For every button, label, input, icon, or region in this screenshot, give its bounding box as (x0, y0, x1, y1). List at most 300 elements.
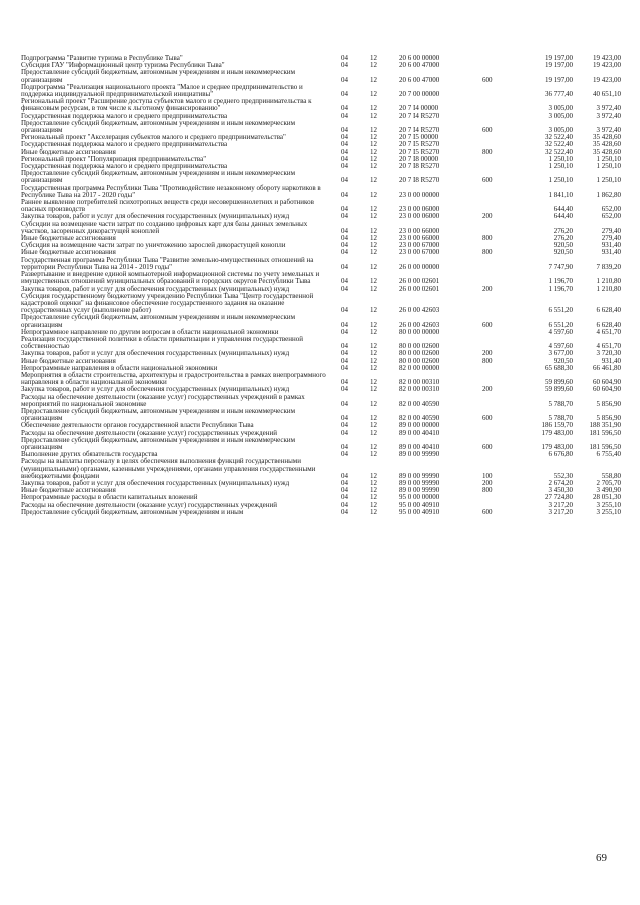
amount-year-2: 3 490,90 (596, 486, 621, 495)
expense-type-code: 600 (482, 442, 493, 451)
amount-year-2: 652,00 (601, 205, 621, 214)
subsection-code: 12 (370, 162, 377, 171)
table-row (21, 458, 621, 480)
expense-type-code: 800 (482, 248, 493, 257)
table-row (21, 185, 621, 199)
amount-year-2: 181 596,50 (589, 428, 621, 437)
expense-name: Развертывание и внедрение единой компьютерной информационной системы по учету земельных и имущественных отношений муниципальных образований и городских округов Республики Тыва (21, 270, 320, 286)
amount-year-2: 6 628,40 (596, 306, 621, 315)
amount-year-2: 652,00 (601, 212, 621, 221)
amount-year-1: 59 899,60 (545, 378, 573, 387)
amount-year-1: 644,40 (553, 212, 573, 221)
section-code: 04 (341, 493, 348, 502)
section-code: 04 (341, 414, 348, 423)
table-row (21, 394, 621, 408)
section-code: 04 (341, 306, 348, 315)
target-article-code: 26 0 00 02601 (399, 284, 440, 293)
section-code: 04 (341, 450, 348, 459)
amount-year-2: 1 250,10 (596, 154, 621, 163)
amount-year-1: 36 777,40 (545, 90, 573, 99)
amount-year-1: 3 217,20 (548, 500, 573, 509)
amount-year-1: 32 522,40 (545, 147, 573, 156)
amount-year-2: 4 651,70 (596, 342, 621, 351)
section-code: 04 (341, 327, 348, 336)
amount-year-1: 32 522,40 (545, 133, 573, 142)
expense-name: Предоставление субсидий бюджетным, автономным учреждениям и иным некоммерческим организациям (21, 313, 296, 329)
expense-name: Подпрограмма "Реализация национального проекта "Малое и среднее предпринимательство и поддержка индивидуальной предпринимательской инициативы" (21, 82, 303, 99)
amount-year-1: 59 899,60 (545, 385, 573, 394)
target-article-code: 23 0 00 06000 (399, 205, 440, 214)
section-code: 04 (341, 90, 348, 99)
amount-year-2: 3 972,40 (596, 111, 621, 120)
expense-name: Предоставление субсидий бюджетным, автономным учреждениям и иным некоммерческим организациям (21, 68, 296, 84)
amount-year-1: 3 217,20 (548, 507, 573, 516)
expense-type-code: 800 (482, 234, 493, 243)
section-code: 04 (341, 262, 348, 271)
amount-year-2: 6 628,40 (596, 320, 621, 329)
section-code: 04 (341, 471, 348, 480)
amount-year-1: 2 674,20 (548, 478, 573, 487)
expense-name: Государственная поддержка малого и среднего предпринимательства (21, 111, 228, 120)
section-code: 04 (341, 478, 348, 487)
subsection-code: 12 (370, 61, 377, 70)
section-code: 04 (341, 75, 348, 84)
target-article-code: 89 0 00 40410 (399, 442, 440, 451)
expense-type-code: 100 (482, 471, 493, 480)
target-article-code: 89 0 00 00000 (399, 421, 440, 430)
table-row (21, 437, 621, 451)
amount-year-1: 19 197,00 (545, 75, 573, 84)
expense-name: Расходы на обеспечение деятельности (оказание услуг) государственных учреждений (21, 500, 277, 509)
target-article-code: 20 7 I5 R5270 (399, 140, 440, 149)
amount-year-1: 920,50 (553, 241, 573, 250)
subsection-code: 12 (370, 147, 377, 156)
amount-year-2: 931,40 (601, 356, 621, 365)
target-article-code: 82 0 00 00310 (399, 385, 440, 394)
target-article-code: 80 0 00 02600 (399, 356, 440, 365)
subsection-code: 12 (370, 241, 377, 250)
expense-name: Субсидии на возмещение части затрат по созданию цифровых карт для базы данных земельных участков, засоренных дикорастущей коноплей (21, 219, 308, 235)
subsection-code: 12 (370, 111, 377, 120)
amount-year-2: 558,80 (601, 471, 621, 480)
expense-name: Подпрограмма "Развитие туризма в Республике Тыва" (21, 54, 183, 62)
expense-name: Закупка товаров, работ и услуг для обеспечения государственных (муниципальных) нужд (21, 349, 290, 358)
amount-year-1: 3 005,00 (548, 104, 573, 113)
amount-year-2: 5 856,90 (596, 399, 621, 408)
amount-year-2: 3 720,30 (596, 349, 621, 358)
section-code: 04 (341, 234, 348, 243)
subsection-code: 12 (370, 126, 377, 135)
amount-year-2: 35 428,60 (593, 133, 621, 142)
amount-year-1: 19 197,00 (545, 61, 573, 70)
table-row (21, 271, 621, 285)
section-code: 04 (341, 421, 348, 430)
subsection-code: 12 (370, 212, 377, 221)
subsection-code: 12 (370, 176, 377, 185)
section-code: 04 (341, 176, 348, 185)
target-article-code: 82 0 00 00000 (399, 363, 440, 372)
expense-name: Субсидия на возмещение части затрат по уничтожению зарослей дикорастущей конопли (21, 241, 286, 250)
amount-year-1: 644,40 (553, 205, 573, 214)
expense-type-code: 200 (482, 349, 493, 358)
target-article-code: 89 0 00 99990 (399, 450, 440, 459)
target-article-code: 95 0 00 40910 (399, 507, 440, 516)
target-article-code: 20 7 00 00000 (399, 90, 440, 99)
amount-year-1: 1 196,70 (548, 277, 573, 286)
amount-year-2: 3 255,10 (596, 500, 621, 509)
table-row (21, 509, 621, 516)
amount-year-1: 920,50 (553, 248, 573, 257)
target-article-code: 80 0 00 02600 (399, 349, 440, 358)
subsection-code: 12 (370, 399, 377, 408)
target-article-code: 20 7 I5 00000 (399, 133, 439, 142)
amount-year-1: 3 005,00 (548, 111, 573, 120)
amount-year-1: 920,50 (553, 356, 573, 365)
target-article-code: 95 0 00 40910 (399, 500, 440, 509)
expense-name: Раннее выявление потребителей психотропных веществ среди несовершеннолетних и работников опасных производств (21, 198, 314, 214)
subsection-code: 12 (370, 277, 377, 286)
amount-year-1: 6 676,80 (548, 450, 573, 459)
subsection-code: 12 (370, 486, 377, 495)
expense-name: Региональный проект "Популяризация предпринимательства" (21, 154, 207, 163)
section-code: 04 (341, 248, 348, 257)
amount-year-1: 1 841,10 (548, 190, 573, 199)
amount-year-2: 279,40 (601, 234, 621, 243)
amount-year-2: 40 651,10 (593, 90, 621, 99)
table-row (21, 221, 621, 235)
expense-name: Предоставление субсидий бюджетным, автономным учреждениям и иным некоммерческим организациям (21, 169, 296, 185)
amount-year-2: 188 351,90 (589, 421, 621, 430)
amount-year-2: 931,40 (601, 241, 621, 250)
target-article-code: 20 7 I4 00000 (399, 104, 439, 113)
expense-type-code: 600 (482, 320, 493, 329)
subsection-code: 12 (370, 90, 377, 99)
table-row (21, 84, 621, 98)
target-article-code: 20 7 I5 R5270 (399, 147, 440, 156)
table-row (21, 408, 621, 422)
page-number: 69 (596, 852, 607, 864)
subsection-code: 12 (370, 385, 377, 394)
target-article-code: 26 0 00 02601 (399, 277, 440, 286)
expense-name: Закупка товаров, работ и услуг для обеспечения государственных (муниципальных) нужд (21, 212, 290, 221)
target-article-code: 20 7 I8 R5270 (399, 176, 440, 185)
expense-name: Предоставление субсидий бюджетным, автономным учреждениям и иным некоммерческим организациям (21, 435, 296, 451)
target-article-code: 20 7 I8 R5270 (399, 162, 440, 171)
section-code: 04 (341, 241, 348, 250)
section-code: 04 (341, 205, 348, 214)
amount-year-1: 6 551,20 (548, 320, 573, 329)
expense-type-code: 800 (482, 147, 493, 156)
amount-year-1: 19 197,00 (545, 54, 573, 62)
subsection-code: 12 (370, 104, 377, 113)
target-article-code: 23 0 00 66000 (399, 234, 440, 243)
amount-year-2: 4 651,70 (596, 327, 621, 336)
amount-year-1: 5 788,70 (548, 414, 573, 423)
table-row (21, 372, 621, 386)
section-code: 04 (341, 140, 348, 149)
subsection-code: 12 (370, 234, 377, 243)
amount-year-2: 35 428,60 (593, 147, 621, 156)
subsection-code: 12 (370, 493, 377, 502)
section-code: 04 (341, 61, 348, 70)
amount-year-2: 28 051,30 (593, 493, 621, 502)
subsection-code: 12 (370, 442, 377, 451)
subsection-code: 12 (370, 450, 377, 459)
amount-year-1: 3 677,00 (548, 349, 573, 358)
expense-name: Выполнение других обязательств государства (21, 450, 158, 459)
target-article-code: 89 0 00 99990 (399, 486, 440, 495)
amount-year-2: 181 596,50 (589, 442, 621, 451)
expense-name: Иные бюджетные ассигнования (21, 147, 116, 156)
expense-name: Расходы на обеспечение деятельности (оказание услуг) государственных учреждений в рамках мероприятий по национальной экономике (21, 392, 305, 408)
subsection-code: 12 (370, 320, 377, 329)
section-code: 04 (341, 442, 348, 451)
expense-name: Мероприятия в области строительства, архитектуры и градостроительства в рамках внепрограммного направления в области национальной экономики (21, 370, 326, 387)
expense-type-code: 200 (482, 284, 493, 293)
expense-name: Государственная поддержка малого и среднего предпринимательства (21, 140, 228, 149)
amount-year-1: 3 005,00 (548, 126, 573, 135)
subsection-code: 12 (370, 356, 377, 365)
expense-name: Иные бюджетные ассигнования (21, 234, 116, 243)
subsection-code: 12 (370, 428, 377, 437)
expense-name: Субсидия государственному бюджетному учреждению Республики Тыва "Центр государственной кадастровой оценки" на финансовое обеспечение государственного задания на оказание государственных услуг (выполнение работ) (21, 291, 314, 315)
subsection-code: 12 (370, 414, 377, 423)
section-code: 04 (341, 147, 348, 156)
amount-year-1: 186 159,70 (541, 421, 573, 430)
section-code: 04 (341, 349, 348, 358)
target-article-code: 82 0 00 40590 (399, 399, 440, 408)
section-code: 04 (341, 190, 348, 199)
amount-year-2: 1 210,80 (596, 284, 621, 293)
amount-year-1: 4 597,60 (548, 342, 573, 351)
amount-year-2: 1 250,10 (596, 162, 621, 171)
section-code: 04 (341, 378, 348, 387)
amount-year-2: 35 428,60 (593, 140, 621, 149)
amount-year-1: 1 250,10 (548, 162, 573, 171)
amount-year-2: 60 604,90 (593, 385, 621, 394)
amount-year-2: 19 423,00 (593, 75, 621, 84)
subsection-code: 12 (370, 306, 377, 315)
amount-year-2: 3 255,10 (596, 507, 621, 516)
subsection-code: 12 (370, 154, 377, 163)
target-article-code: 95 0 00 00000 (399, 493, 440, 502)
target-article-code: 20 6 00 47000 (399, 61, 440, 70)
amount-year-2: 1 250,10 (596, 176, 621, 185)
amount-year-2: 66 461,80 (593, 363, 621, 372)
amount-year-2: 1 862,80 (596, 190, 621, 199)
target-article-code: 23 0 00 06000 (399, 212, 440, 221)
amount-year-1: 179 483,00 (541, 428, 573, 437)
amount-year-1: 552,30 (553, 471, 573, 480)
subsection-code: 12 (370, 75, 377, 84)
budget-table (21, 55, 621, 516)
expense-name: Предоставление субсидий бюджетным, автономным учреждениям и иным некоммерческим организациям (21, 406, 296, 423)
subsection-code: 12 (370, 140, 377, 149)
section-code: 04 (341, 277, 348, 286)
expense-name: Расходы на обеспечение деятельности (оказание услуг) государственных учреждений (21, 428, 277, 437)
expense-name: Непрограммные направления в области национальной экономики (21, 363, 218, 372)
amount-year-2: 5 856,90 (596, 414, 621, 423)
expense-type-code: 600 (482, 176, 493, 185)
amount-year-2: 6 755,40 (596, 450, 621, 459)
section-code: 04 (341, 356, 348, 365)
target-article-code: 26 0 00 42603 (399, 306, 440, 315)
amount-year-2: 3 972,40 (596, 126, 621, 135)
section-code: 04 (341, 428, 348, 437)
expense-type-code: 800 (482, 486, 493, 495)
subsection-code: 12 (370, 284, 377, 293)
section-code: 04 (341, 133, 348, 142)
amount-year-2: 931,40 (601, 248, 621, 257)
amount-year-2: 19 423,00 (593, 61, 621, 70)
expense-name: Обеспечение деятельности органов государственной власти Республики Тыва (21, 421, 254, 430)
target-article-code: 23 0 00 66000 (399, 226, 440, 235)
target-article-code: 20 7 I4 R5270 (399, 111, 440, 120)
expense-type-code: 800 (482, 356, 493, 365)
table-row (21, 257, 621, 271)
target-article-code: 80 0 00 02600 (399, 342, 440, 351)
target-article-code: 23 0 00 67000 (399, 248, 440, 257)
section-code: 04 (341, 162, 348, 171)
table-row (21, 98, 621, 112)
subsection-code: 12 (370, 421, 377, 430)
amount-year-1: 65 688,30 (545, 363, 573, 372)
expense-type-code: 200 (482, 478, 493, 487)
subsection-code: 12 (370, 226, 377, 235)
expense-name: Закупка товаров, работ и услуг для обеспечения государственных (муниципальных) нужд (21, 284, 290, 293)
expense-name: Реализация государственной политики в области приватизации и управления государственной собственностью (21, 334, 303, 351)
subsection-code: 12 (370, 342, 377, 351)
amount-year-1: 4 597,60 (548, 327, 573, 336)
expense-name: Иные бюджетные ассигнования (21, 356, 116, 365)
expense-type-code: 200 (482, 212, 493, 221)
target-article-code: 26 0 00 42603 (399, 320, 440, 329)
subsection-code: 12 (370, 190, 377, 199)
target-article-code: 23 0 00 67000 (399, 241, 440, 250)
subsection-code: 12 (370, 507, 377, 516)
amount-year-1: 5 788,70 (548, 399, 573, 408)
subsection-code: 12 (370, 205, 377, 214)
amount-year-1: 179 483,00 (541, 442, 573, 451)
expense-name: Непрограммные расходы в области капитальных вложений (21, 493, 198, 502)
subsection-code: 12 (370, 262, 377, 271)
section-code: 04 (341, 363, 348, 372)
subsection-code: 12 (370, 500, 377, 509)
subsection-code: 12 (370, 471, 377, 480)
amount-year-2: 279,40 (601, 226, 621, 235)
subsection-code: 12 (370, 378, 377, 387)
amount-year-1: 27 724,80 (545, 493, 573, 502)
section-code: 04 (341, 342, 348, 351)
expense-name: Государственная программа Республики Тыва "Противодействие незаконному обороту наркотиков в Республике Тыва на 2017 - 2020 годы" (21, 183, 321, 199)
section-code: 04 (341, 385, 348, 394)
target-article-code: 82 0 00 00310 (399, 378, 440, 387)
amount-year-1: 6 551,20 (548, 306, 573, 315)
expense-type-code: 600 (482, 414, 493, 423)
expense-name: Предоставление субсидий бюджетным, автономным учреждениям и иным некоммерческим организациям (21, 118, 296, 135)
expense-name: Иные бюджетные ассигнования (21, 248, 116, 257)
target-article-code: 20 6 00 47000 (399, 75, 440, 84)
subsection-code: 12 (370, 133, 377, 142)
table-row (21, 199, 621, 213)
amount-year-2: 1 210,80 (596, 277, 621, 286)
expense-type-code: 200 (482, 385, 493, 394)
table-row (21, 293, 621, 315)
amount-year-2: 7 839,20 (596, 262, 621, 271)
section-code: 04 (341, 104, 348, 113)
section-code: 04 (341, 154, 348, 163)
subsection-code: 12 (370, 248, 377, 257)
section-code: 04 (341, 284, 348, 293)
amount-year-1: 276,20 (553, 226, 573, 235)
expense-name: Расходы на выплаты персоналу в целях обеспечения выполнения функций государственными (муниципальными) органами, казенными учреждениями, органами управления государственными внебюджетными фондами (21, 457, 316, 480)
amount-year-1: 3 450,30 (548, 486, 573, 495)
subsection-code: 12 (370, 349, 377, 358)
section-code: 04 (341, 320, 348, 329)
amount-year-2: 60 604,90 (593, 378, 621, 387)
target-article-code: 23 0 00 00000 (399, 190, 440, 199)
target-article-code: 82 0 00 40590 (399, 414, 440, 423)
section-code: 04 (341, 507, 348, 516)
amount-year-1: 1 250,10 (548, 154, 573, 163)
section-code: 04 (341, 486, 348, 495)
expense-type-code: 600 (482, 75, 493, 84)
amount-year-1: 276,20 (553, 234, 573, 243)
table-row (21, 314, 621, 328)
target-article-code: 20 7 I8 00000 (399, 154, 439, 163)
expense-name: Непрограммное направление по другим вопросам в области национальной экономики (21, 327, 279, 336)
section-code: 04 (341, 500, 348, 509)
target-article-code: 26 0 00 00000 (399, 262, 440, 271)
subsection-code: 12 (370, 478, 377, 487)
section-code: 04 (341, 212, 348, 221)
section-code: 04 (341, 226, 348, 235)
amount-year-1: 7 747,90 (548, 262, 573, 271)
target-article-code: 89 0 00 99990 (399, 471, 440, 480)
section-code: 04 (341, 399, 348, 408)
table-row (21, 69, 621, 83)
subsection-code: 12 (370, 363, 377, 372)
section-code: 04 (341, 126, 348, 135)
expense-name: Закупка товаров, работ и услуг для обеспечения государственных (муниципальных) нужд (21, 478, 290, 487)
subsection-code: 12 (370, 327, 377, 336)
amount-year-2: 19 423,00 (593, 54, 621, 62)
expense-name: Закупка товаров, работ и услуг для обеспечения государственных (муниципальных) нужд (21, 385, 290, 394)
table-row (21, 336, 621, 350)
expense-name: Иные бюджетные ассигнования (21, 486, 116, 495)
target-article-code: 20 6 00 00000 (399, 54, 440, 62)
target-article-code: 89 0 00 99990 (399, 478, 440, 487)
amount-year-1: 1 250,10 (548, 176, 573, 185)
expense-name: Предоставление субсидий бюджетным, автономным учреждениям и иным (21, 507, 244, 516)
expense-name: Государственная поддержка малого и среднего предпринимательства (21, 162, 228, 171)
amount-year-1: 1 196,70 (548, 284, 573, 293)
target-article-code: 89 0 00 40410 (399, 428, 440, 437)
amount-year-2: 2 705,70 (596, 478, 621, 487)
section-code: 04 (341, 111, 348, 120)
amount-year-1: 32 522,40 (545, 140, 573, 149)
subsection-code: 12 (370, 54, 377, 62)
expense-type-code: 600 (482, 507, 493, 516)
expense-name: Субсидия ГАУ "Информационный центр туризма Республики Тыва" (21, 61, 225, 70)
table-row (21, 170, 621, 184)
target-article-code: 20 7 I4 R5270 (399, 126, 440, 135)
target-article-code: 80 0 00 00000 (399, 327, 440, 336)
expense-name: Региональный проект "Акселерация субъектов малого и среднего предпринимательства" (21, 133, 286, 142)
section-code: 04 (341, 54, 348, 62)
table-row (21, 120, 621, 134)
amount-year-2: 3 972,40 (596, 104, 621, 113)
